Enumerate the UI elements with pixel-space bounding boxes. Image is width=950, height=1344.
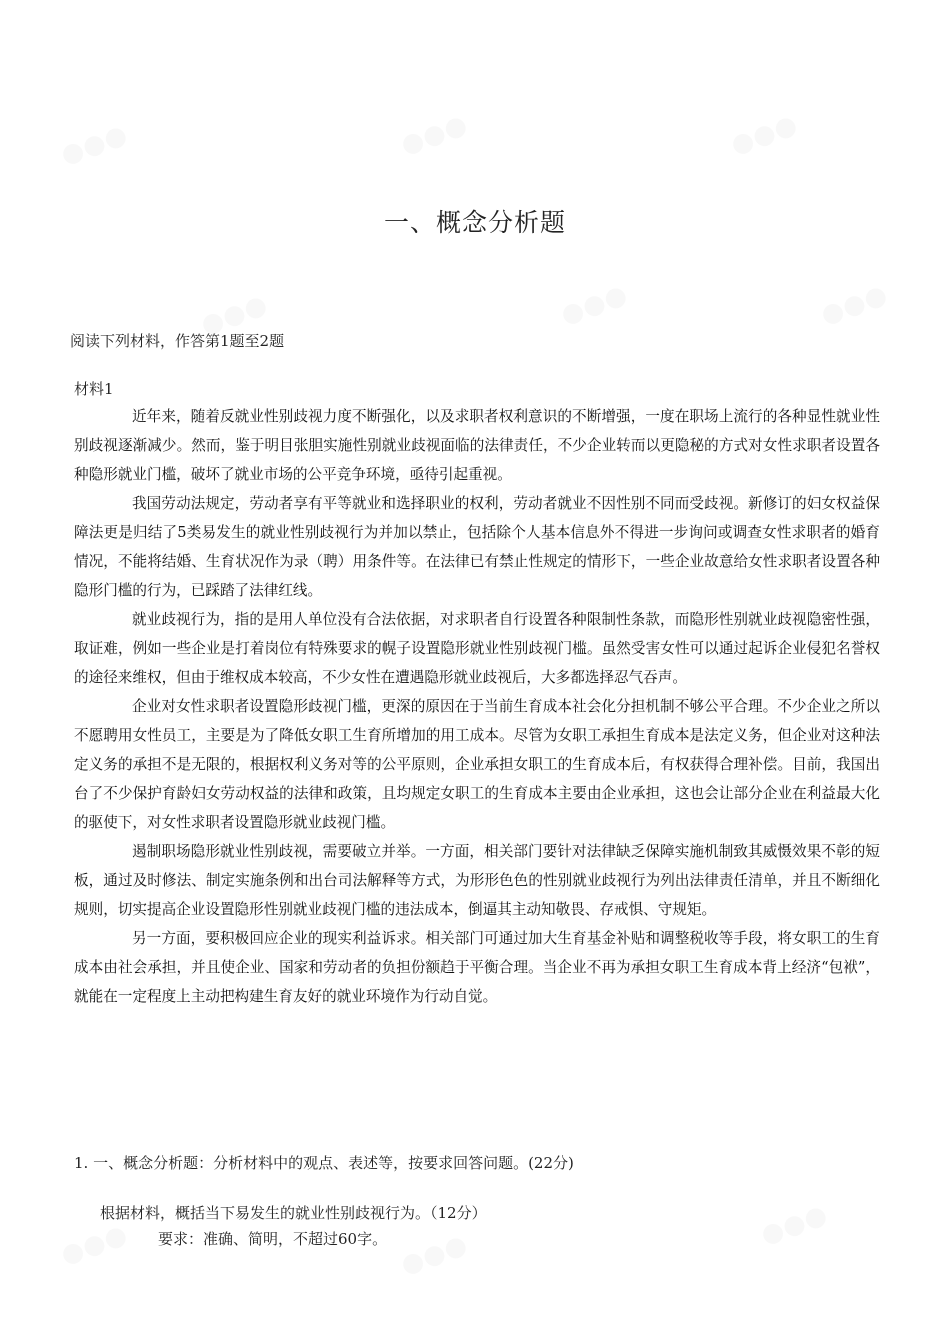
watermark: ●●● (556, 279, 632, 331)
paragraph: 另一方面，要积极回应企业的现实利益诉求。相关部门可通过加大生育基金补贴和调整税收等手段，将女职工的生育成本由社会承担，并且使企业、国家和劳动者的负担份额趋于平衡合理。当企业不再为承担女职工生育成本背上经济“包袱”，就能在一定程度上主动把构建生育友好的就业环境作为行动自觉。 (74, 930, 880, 1005)
sub-question: 根据材料，概括当下易发生的就业性别歧视行为。（12分） (100, 1204, 487, 1222)
paragraph: 遏制职场隐形就业性别歧视，需要破立并举。一方面，相关部门要针对法律缺乏保障实施机制致其威慑效果不彰的短板，通过及时修法、制定实施条例和出台司法解释等方式，为形形色色的性别就业歧视行为列出法律责任清单，并且不断细化规则，切实提高企业设置隐形性别就业歧视门槛的违法成本，倒逼其主动知敬畏、存戒惧、守规矩。 (74, 843, 880, 918)
material-body (74, 402, 880, 1011)
paragraph: 企业对女性求职者设置隐形歧视门槛，更深的原因在于当前生育成本社会化分担机制不够公平合理。不少企业之所以不愿聘用女性员工，主要是为了降低女职工生育所增加的用工成本。尽管为女职工承担生育成本是法定义务，但企业对这种法定义务的承担不是无限的，根据权利义务对等的公平原则，企业承担女职工的生育成本后，有权获得合理补偿。目前，我国出台了不少保护育龄妇女劳动权益的法律和政策，且均规定女职工的生育成本主要由企业承担，这也会让部分企业在利益最大化的驱使下，对女性求职者设置隐形就业歧视门槛。 (74, 698, 880, 831)
material-label: 材料1 (74, 380, 114, 398)
watermark: ●●● (196, 289, 272, 341)
watermark: ●●● (56, 119, 132, 171)
answer-requirement: 要求：准确、简明，不超过60字。 (158, 1230, 388, 1248)
watermark: ●●● (756, 1199, 832, 1251)
paragraph: 近年来，随着反就业性别歧视力度不断强化，以及求职者权利意识的不断增强，一度在职场上流行的各种显性就业性别歧视逐渐减少。然而，鉴于明目张胆实施性别就业歧视面临的法律责任，不少企业转而以更隐秘的方式对女性求职者设置各种隐形就业门槛，破坏了就业市场的公平竞争环境，亟待引起重视。 (74, 408, 880, 483)
paragraph: 我国劳动法规定，劳动者享有平等就业和选择职业的权利，劳动者就业不因性别不同而受歧视。新修订的妇女权益保障法更是归结了5类易发生的就业性别歧视行为并加以禁止，包括除个人基本信息外不得进一步询问或调查女性求职者的婚育情况，不能将结婚、生育状况作为录（聘）用条件等。在法律已有禁止性规定的情形下，一些企业故意给女性求职者设置各种隐形门槛的行为，已踩踏了法律红线。 (74, 495, 880, 599)
watermark: ●●● (726, 109, 802, 161)
watermark: ●●● (816, 279, 892, 331)
question-heading: 1. 一、概念分析题：分析材料中的观点、表述等，按要求回答问题。(22分) (74, 1154, 574, 1172)
watermark: ●●● (396, 109, 472, 161)
paragraph: 就业歧视行为，指的是用人单位没有合法依据，对求职者自行设置各种限制性条款，而隐形性别就业歧视隐密性强，取证难，例如一些企业是打着岗位有特殊要求的幌子设置隐形就业性别歧视门槛。虽然受害女性可以通过起诉企业侵犯名誉权的途径来维权，但由于维权成本较高，不少女性在遭遇隐形就业歧视后，大多都选择忍气吞声。 (74, 611, 880, 686)
page-title: 一、概念分析题 (383, 208, 566, 237)
watermark: ●●● (396, 1229, 472, 1281)
reading-instruction: 阅读下列材料，作答第1题至2题 (70, 332, 285, 350)
watermark: ●●● (56, 1219, 132, 1271)
